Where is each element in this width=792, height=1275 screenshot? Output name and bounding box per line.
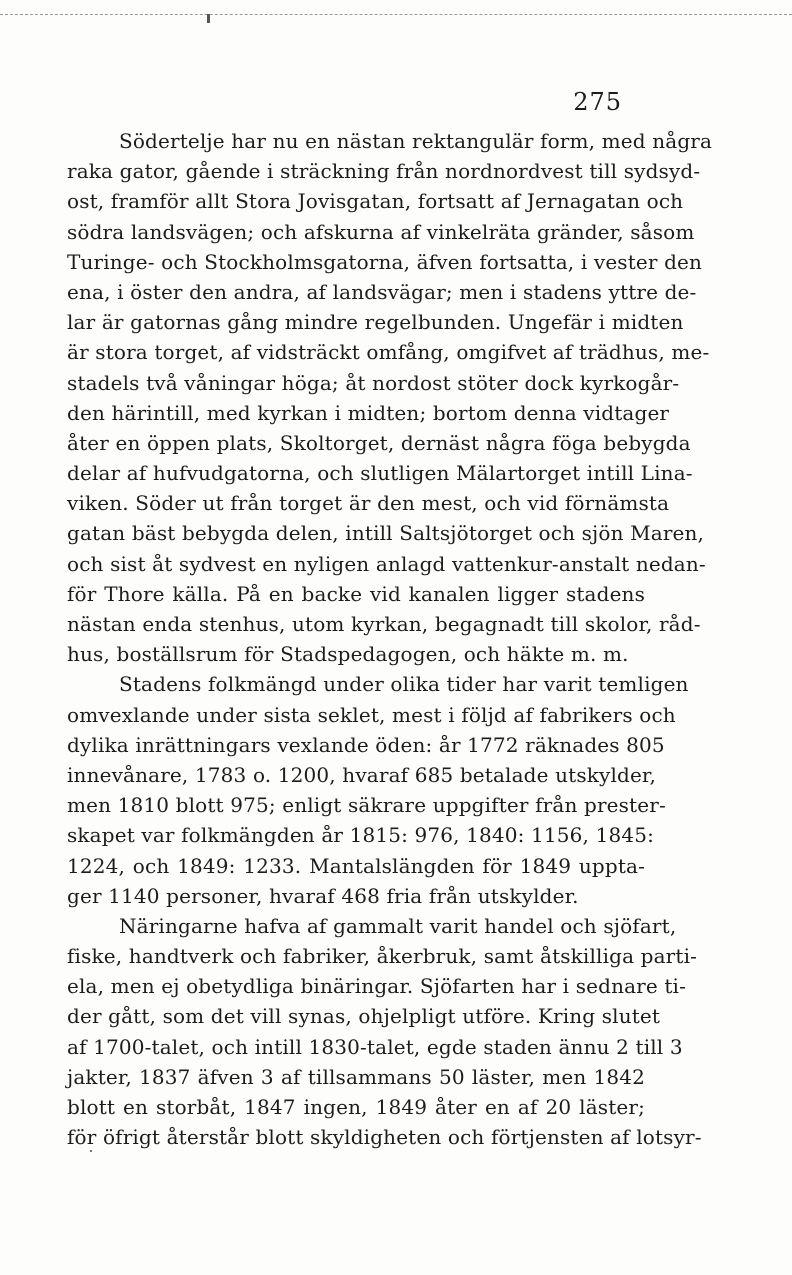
text-line: innevånare, 1783 o. 1200, hvaraf 685 betalade utskylder,: [67, 762, 656, 787]
text-line: 1224, och 1849: 1233. Mantalslängden för 1849 uppta-: [67, 853, 645, 878]
text-line: för Thore källa. På en backe vid kanalen ligger stadens: [67, 581, 645, 606]
text-line: skapet var folkmängden år 1815: 976, 1840: 1156, 1845:: [67, 823, 654, 848]
text-line: blott en storbåt, 1847 ingen, 1849 åter en af 20 läster;: [67, 1095, 645, 1119]
text-line: ger 1140 personer, hvaraf 468 fria från utskylder.: [67, 883, 579, 908]
scan-speck: [90, 1150, 92, 1152]
text-line: der gått, som det vill synas, ohjelpligt utföre. Kring slutet: [67, 1004, 661, 1029]
text-line: Näringarne hafva af gammalt varit handel och sjöfart,: [119, 913, 677, 938]
text-line: ela, men ej obetydliga binäringar. Sjöfarten har i sednare ti-: [67, 974, 687, 999]
text-line: åter en öppen plats, Skoltorget, dernäst några föga bebygda: [67, 430, 691, 455]
text-line: viken. Söder ut från torget är den mest, och vid förnämsta: [67, 491, 670, 516]
text-line: stadels två våningar höga; åt nordost stöter dock kyrkogår-: [67, 370, 680, 395]
text-line: raka gator, gående i sträckning från nordnordvest till sydsyd-: [67, 159, 701, 184]
text-line: fiske, handtverk och fabriker, åkerbruk, samt åtskilliga parti-: [67, 944, 698, 969]
text-line: hus, boställsrum för Stadspedagogen, och häkte m. m.: [67, 642, 629, 667]
body-text: [67, 126, 713, 1152]
text-line: ena, i öster den andra, af landsvägar; men i stadens yttre de-: [67, 279, 697, 304]
text-line: och sist åt sydvest en nyligen anlagd vattenkur-anstalt nedan-: [67, 551, 706, 576]
text-line: jakter, 1837 äfven 3 af tillsammans 50 läster, men 1842: [67, 1064, 645, 1089]
text-line: nästan enda stenhus, utom kyrkan, begagnadt till skolor, råd-: [67, 612, 701, 636]
text-line: den härintill, med kyrkan i midten; bortom denna vidtager: [67, 400, 670, 425]
text-line: ost, framför allt Stora Jovisgatan, fortsatt af Jernagatan och: [67, 189, 684, 214]
text-line: dylika inrättningars vexlande öden: år 1772 räknades 805: [67, 732, 665, 757]
scan-mark: [207, 14, 210, 23]
text-line: Södertelje har nu en nästan rektangulär form, med några: [119, 129, 713, 153]
text-line: gatan bäst bebygda delen, intill Saltsjötorget och sjön Maren,: [67, 521, 705, 546]
text-line: lar är gatornas gång mindre regelbunden. Ungefär i midten: [67, 310, 684, 335]
text-line: är stora torget, af vidsträckt omfång, omgifvet af trädhus, me-: [67, 340, 710, 365]
text-line: södra landsvägen; och afskurna af vinkelräta gränder, såsom: [67, 219, 695, 244]
text-line: men 1810 blott 975; enligt säkrare uppgifter från prester-: [67, 793, 666, 818]
text-line: omvexlande under sista seklet, mest i följd af fabrikers och: [67, 702, 676, 727]
text-line: af 1700-talet, och intill 1830-talet, egde staden ännu 2 till 3: [67, 1034, 683, 1059]
text-line: delar af hufvudgatorna, och slutligen Mälartorget intill Lina-: [67, 461, 693, 486]
scan-top-rule: [0, 14, 792, 15]
text-line: Stadens folkmängd under olika tider har varit temligen: [119, 672, 689, 697]
page-number: 275: [573, 88, 622, 116]
text-line: Turinge- och Stockholmsgatorna, äfven fortsatta, i vester den: [67, 249, 703, 274]
text-line: för öfrigt återstår blott skyldigheten och förtjensten af lotsyr-: [67, 1125, 702, 1150]
